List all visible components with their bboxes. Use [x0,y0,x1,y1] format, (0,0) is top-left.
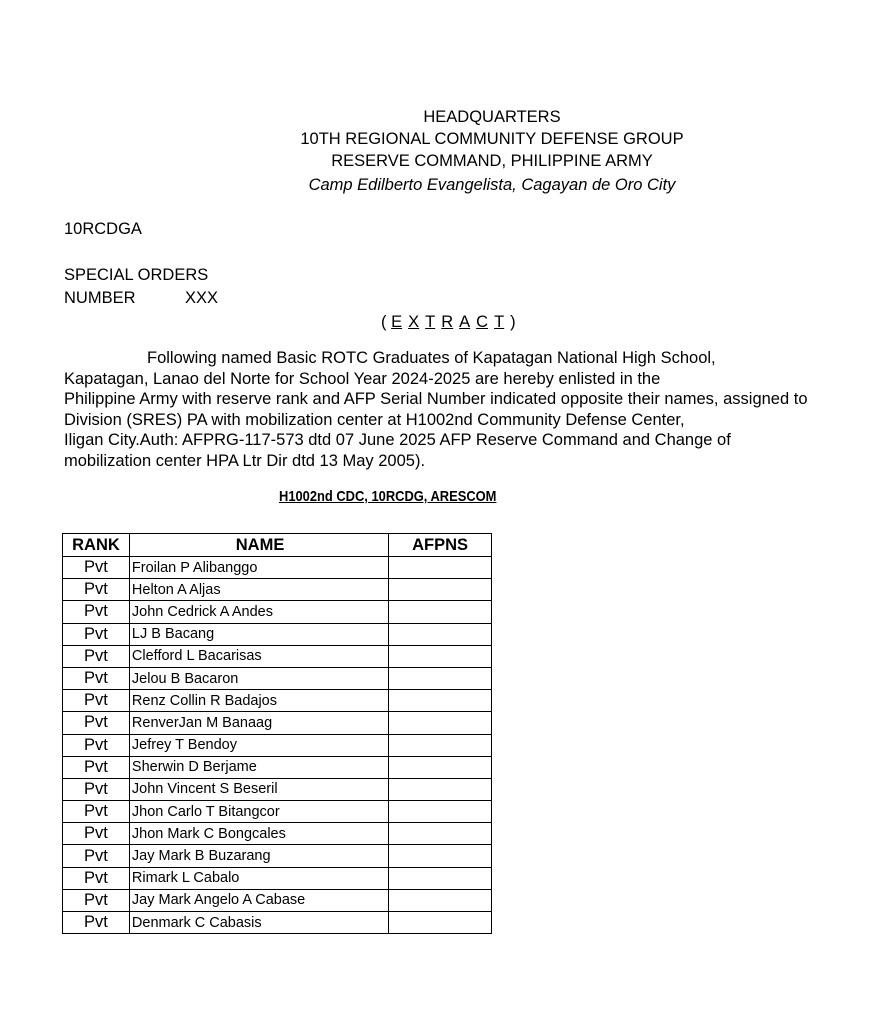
rank-cell: Pvt [63,801,130,823]
afpns-cell [389,645,492,667]
afpns-cell [389,667,492,689]
afpns-cell [389,845,492,867]
rank-cell: Pvt [63,734,130,756]
number-label: NUMBER [64,289,136,307]
rank-cell: Pvt [63,889,130,911]
table-row [63,667,492,689]
afpns-cell [389,734,492,756]
name-cell: Jefrey T Bendoy [129,734,388,756]
name-cell: Denmark C Cabasis [129,912,388,934]
rank-cell: Pvt [63,712,130,734]
extract-open-paren: ( [381,313,392,331]
table-row [63,912,492,934]
extract-close-paren: ) [510,313,516,331]
name-cell: Renz Collin R Badajos [129,690,388,712]
table-row [63,623,492,645]
name-cell: Jelou B Bacaron [129,667,388,689]
rank-cell: Pvt [63,912,130,934]
unit-heading: H1002nd CDC, 10RCDG, ARESCOM [279,488,497,505]
extract-letter: R [441,313,454,331]
paragraph-line: Iligan City.Auth: AFPRG-117-573 dtd 07 June 2025 AFP Reserve Command and Change of [64,431,731,449]
table-row [63,601,492,623]
table-row [63,889,492,911]
header-line-3: RESERVE COMMAND, PHILIPPINE ARMY [331,152,653,170]
special-orders-label: SPECIAL ORDERS [64,266,209,284]
rank-cell: Pvt [63,778,130,800]
rank-cell: Pvt [63,845,130,867]
name-cell: Jay Mark B Buzarang [129,845,388,867]
rank-cell: Pvt [63,601,130,623]
rank-cell: Pvt [63,645,130,667]
rank-cell: Pvt [63,623,130,645]
afpns-cell [389,623,492,645]
paragraph-line: Philippine Army with reserve rank and AFP Serial Number indicated opposite their names, assigned to [64,390,808,408]
name-cell: John Vincent S Beseril [129,778,388,800]
paragraph-line: Kapatagan, Lanao del Norte for School Year 2024-2025 are hereby enlisted in the [64,369,661,388]
extract-letter: A [459,313,471,331]
paragraph-line: mobilization center HPA Ltr Dir dtd 13 May 2005). [64,451,426,470]
name-cell: Sherwin D Berjame [129,756,388,778]
column-header-afpns: AFPNS [389,534,492,557]
extract-letter: T [494,313,505,331]
table-row [63,690,492,712]
extract-letter: X [408,313,420,331]
rank-cell: Pvt [63,557,130,579]
afpns-cell [389,823,492,845]
name-cell: Jay Mark Angelo A Cabase [129,889,388,911]
afpns-cell [389,867,492,889]
table-row [63,845,492,867]
name-cell: Clefford L Bacarisas [129,645,388,667]
afpns-cell [389,557,492,579]
header-line-2: 10TH REGIONAL COMMUNITY DEFENSE GROUP [300,130,684,148]
name-cell: Rimark L Cabalo [129,867,388,889]
number-value: XXX [185,289,219,307]
extract-letter: T [425,313,436,331]
name-cell: Jhon Carlo T Bitangcor [129,801,388,823]
rank-cell: Pvt [63,867,130,889]
rank-cell: Pvt [63,690,130,712]
table-row [63,557,492,579]
enlistment-table [62,533,492,934]
name-cell: Froilan P Alibanggo [129,557,388,579]
office-code: 10RCDGA [64,220,142,238]
paragraph-line: Following named Basic ROTC Graduates of Kapatagan National High School, [147,349,716,367]
name-cell: Helton A Aljas [129,579,388,601]
extract-letter: E [391,313,403,331]
table-row [63,734,492,756]
afpns-cell [389,712,492,734]
afpns-cell [389,912,492,934]
afpns-cell [389,601,492,623]
table-row [63,778,492,800]
name-cell: RenverJan M Banaag [129,712,388,734]
table-row [63,823,492,845]
body-paragraph [64,348,808,471]
table-row [63,801,492,823]
extract-heading [381,312,516,332]
afpns-cell [389,756,492,778]
rank-cell: Pvt [63,823,130,845]
table-row [63,756,492,778]
table-header-row [63,534,492,557]
rank-cell: Pvt [63,667,130,689]
rank-cell: Pvt [63,579,130,601]
afpns-cell [389,778,492,800]
afpns-cell [389,579,492,601]
header-line-4: Camp Edilberto Evangelista, Cagayan de Oro City [308,176,676,194]
extract-letter: C [476,313,489,331]
afpns-cell [389,889,492,911]
name-cell: Jhon Mark C Bongcales [129,823,388,845]
afpns-cell [389,801,492,823]
table-row [63,867,492,889]
column-header-name: NAME [129,534,388,557]
paragraph-line: Division (SRES) PA with mobilization center at H1002nd Community Defense Center, [64,410,685,429]
column-header-rank: RANK [63,534,130,557]
header-line-1: HEADQUARTERS [423,108,561,126]
table-row [63,645,492,667]
name-cell: LJ B Bacang [129,623,388,645]
name-cell: John Cedrick A Andes [129,601,388,623]
table-row [63,579,492,601]
afpns-cell [389,690,492,712]
table-row [63,712,492,734]
rank-cell: Pvt [63,756,130,778]
